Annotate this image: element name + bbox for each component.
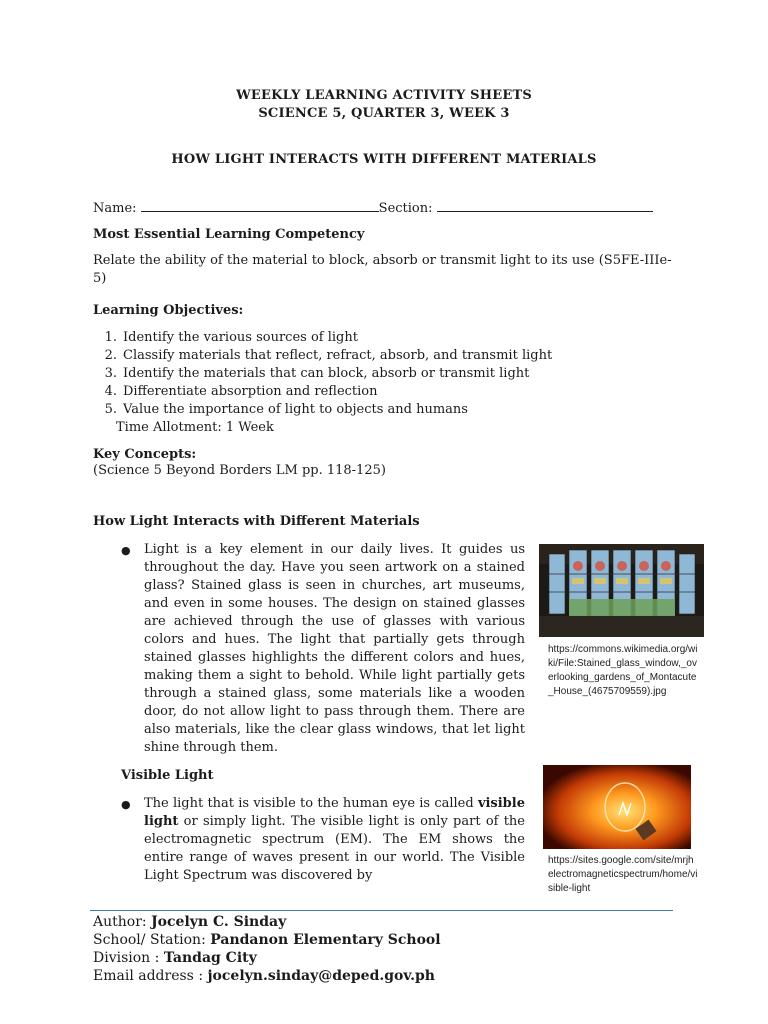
light-paragraph: Light is a key element in our daily lives. It guides us throughout the day. Have you seen artwork on a stained glass? Stained glass is seen in churches, art museums, and even in some houses. The design on stained glasses are achieved through the use of glasses with various colors and hues. The light that partially gets through stained glasses highlights the different colors and hues, making them a sight to behold. While light partially gets through a stained glass, some materials like a wooden door, do not allow light to pass through them. There are also materials, like the clear glass windows, that let light shine through them. bbox=[144, 542, 525, 755]
section-heading-materials: How Light Interacts with Different Materials bbox=[93, 514, 420, 529]
name-label: Name: bbox=[93, 201, 137, 216]
email-address: jocelyn.sinday@deped.gov.ph bbox=[207, 968, 435, 984]
objective-item: 5. Value the importance of light to objects and humans bbox=[104, 402, 468, 417]
section-heading-visible-light: Visible Light bbox=[121, 768, 214, 783]
objectives-heading: Learning Objectives: bbox=[93, 303, 244, 318]
visible-light-paragraph: The light that is visible to the human eye is called visible light or simply light. The visible light is only part of the electromagnetic spectrum (EM). The EM shows the entire range of waves present in our world. The Visible Light Spectrum was discovered by bbox=[144, 796, 525, 883]
objectives-list bbox=[93, 329, 673, 419]
objective-item: 4. Differentiate absorption and reflection bbox=[104, 384, 378, 399]
lesson-title: HOW LIGHT INTERACTS WITH DIFFERENT MATERIALS bbox=[171, 152, 597, 167]
stained-glass-window-image bbox=[539, 544, 704, 637]
section-label: Section: bbox=[378, 201, 433, 216]
footer bbox=[93, 913, 693, 985]
author-row: Author: Jocelyn C. Sinday bbox=[93, 914, 287, 930]
email-row: Email address : jocelyn.sinday@deped.gov.ph bbox=[93, 968, 435, 984]
footer-divider bbox=[90, 910, 673, 911]
sheet-title-line1: WEEKLY LEARNING ACTIVITY SHEETS bbox=[236, 88, 532, 103]
objective-item: 3. Identify the materials that can block, absorb or transmit light bbox=[104, 366, 530, 381]
bullet-icon: ● bbox=[121, 798, 131, 811]
division-name: Tandag City bbox=[163, 950, 257, 966]
melc-heading: Most Essential Learning Competency bbox=[93, 227, 365, 242]
bullet-icon: ● bbox=[121, 544, 131, 557]
school-name: Pandanon Elementary School bbox=[210, 932, 441, 948]
name-field[interactable] bbox=[141, 198, 379, 212]
key-concepts-heading: Key Concepts: bbox=[93, 447, 197, 462]
division-row: Division : Tandag City bbox=[93, 950, 257, 966]
melc-text: Relate the ability of the material to block, absorb or transmit light to its use (S5FE-IIIe-5) bbox=[93, 253, 672, 286]
objective-item: 2. Classify materials that reflect, refract, absorb, and transmit light bbox=[104, 348, 553, 363]
light-bulb-image bbox=[543, 765, 691, 849]
objective-item: 1. Identify the various sources of light bbox=[104, 330, 358, 345]
section-field[interactable] bbox=[437, 198, 653, 212]
school-row: School/ Station: Pandanon Elementary School bbox=[93, 932, 441, 948]
light-bulb-caption: https://sites.google.com/site/mrjhelectromagneticspectrum/home/visible-light bbox=[548, 855, 698, 894]
author-name: Jocelyn C. Sinday bbox=[151, 914, 287, 930]
name-section-row bbox=[93, 198, 683, 218]
sheet-title-line2: SCIENCE 5, QUARTER 3, WEEK 3 bbox=[258, 106, 510, 121]
key-concepts-reference: (Science 5 Beyond Borders LM pp. 118-125) bbox=[93, 463, 386, 478]
visible-light-term: visible light bbox=[144, 796, 525, 829]
stained-glass-caption: https://commons.wikimedia.org/wiki/File:Stained_glass_window,_overlooking_gardens_of_Montacute_House_(4675709559).jpg bbox=[548, 644, 698, 697]
time-allotment: Time Allotment: 1 Week bbox=[116, 420, 274, 435]
